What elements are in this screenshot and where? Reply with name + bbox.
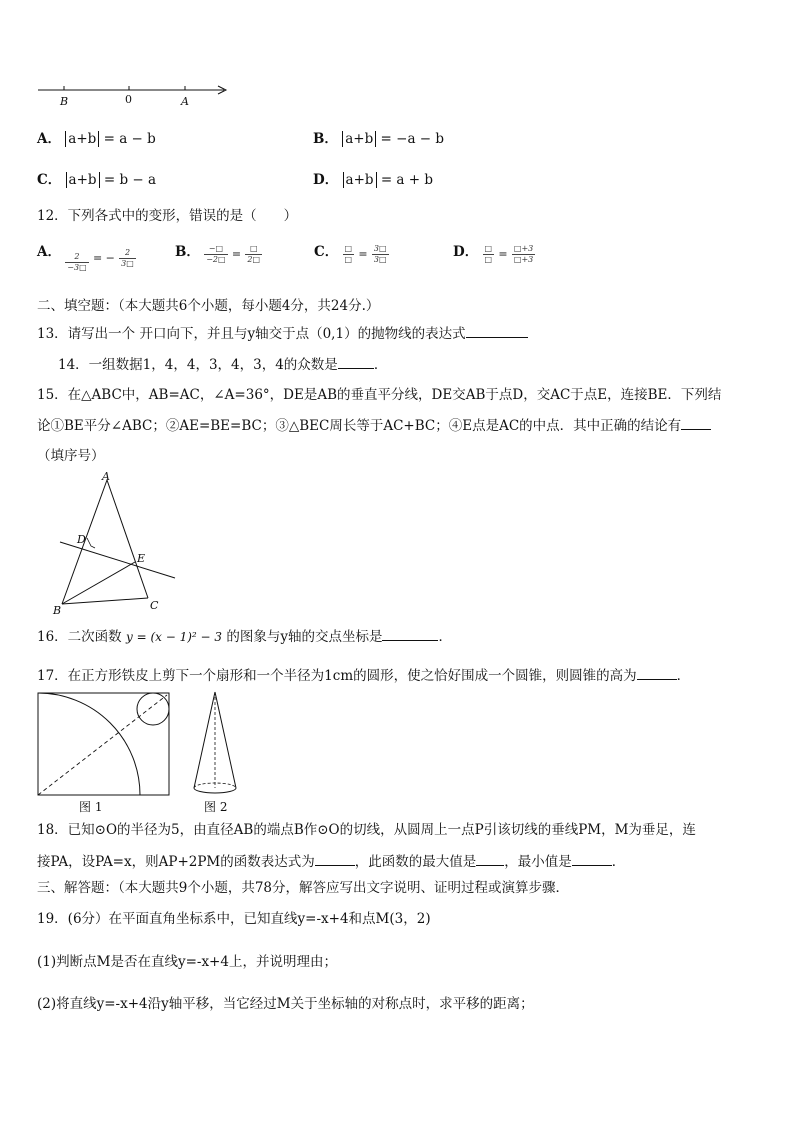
fraction [245, 244, 262, 265]
denominator: □ [484, 255, 493, 264]
operator: = [231, 247, 242, 261]
numerator: □ [245, 244, 262, 255]
q14-text: 14．一组数据1，4，4，3，4，3，4的众数是 [58, 357, 338, 373]
q11-option-d [313, 172, 433, 188]
numerator: −□ [204, 244, 227, 255]
fraction [119, 248, 136, 269]
numerator: □ [344, 244, 353, 253]
figure-1-caption: 图 1 [79, 800, 103, 814]
q12-option-a [37, 244, 136, 278]
q16-suffix: 的图象与y轴的交点坐标是 [226, 629, 383, 645]
numerator: □ [484, 244, 493, 253]
option-expr: a+b [342, 131, 376, 147]
denominator: −3□ [67, 263, 87, 272]
denominator: 2□ [247, 255, 261, 264]
option-letter: A． [37, 244, 61, 260]
denominator: □+3 [513, 255, 534, 264]
figure-1-square-sector [36, 692, 171, 798]
fraction [65, 252, 88, 273]
option-letter: B． [175, 244, 200, 260]
q15-line-3: （填序号） [37, 448, 105, 464]
numerator: 2 [65, 252, 88, 263]
option-rhs: = −a − b [380, 131, 445, 147]
answer-blank[interactable] [466, 325, 528, 338]
vertex-label-e: E [137, 552, 146, 565]
answer-blank[interactable] [382, 628, 438, 641]
option-letter: D． [453, 244, 479, 260]
answer-blank[interactable] [338, 356, 374, 369]
section-3-heading: 三、解答题：（本大题共9个小题，共78分，解答应写出文字说明、证明过程或演算步骤． [37, 880, 570, 896]
answer-blank[interactable] [572, 853, 612, 866]
q11-option-b [313, 131, 444, 147]
operator: = [358, 247, 368, 261]
vertex-label-d: D [77, 533, 86, 546]
q15-line-2 [37, 417, 711, 434]
q14: 14．一组数据1，4，4，3，4，3，4的众数是 ． [58, 357, 388, 373]
option-letter: C． [314, 244, 339, 260]
numerator: 2 [119, 248, 136, 259]
option-rhs: = b − a [103, 172, 157, 188]
answer-blank[interactable] [637, 667, 677, 680]
numerator: 3□ [373, 244, 387, 253]
vertex-label-c: C [150, 599, 159, 612]
option-rhs: = a − b [103, 131, 156, 147]
q19-part-1: (1)判断点M是否在直线y=-x+4上，并说明理由； [37, 954, 337, 970]
q12-stem: 12．下列各式中的变形，错误的是（ ） [37, 208, 298, 224]
q15-line-1: 15．在△ABC中，AB=AC，∠A=36°，DE是AB的垂直平分线，DE交AB于点D，交AC于点E，连接BE．下列结 [37, 387, 722, 403]
q18-line-2 [37, 853, 625, 870]
fraction [204, 244, 227, 265]
answer-blank[interactable] [476, 853, 504, 866]
option-letter: A． [37, 131, 61, 147]
option-expr: a+b [343, 172, 377, 188]
q11-option-a [37, 131, 156, 147]
section-2-heading: 二、填空题：（本大题共6个小题，每小题4分，共24分.） [37, 298, 380, 314]
q15-text: 论①BE平分∠ABC；②AE=BE=BC；③△BEC周长等于AC+BC；④E点是AC的中点．其中正确的结论有 [37, 418, 682, 434]
q12-option-c [314, 244, 389, 278]
q16-formula: y = (x − 1)² − 3 [125, 630, 223, 644]
option-letter: D． [313, 172, 339, 188]
operator: = − [92, 251, 115, 265]
numerator: □+3 [513, 244, 534, 253]
denominator: 3□ [373, 255, 387, 264]
fraction [483, 244, 495, 265]
figure-2-cone [190, 690, 240, 798]
fraction [343, 244, 355, 265]
q17: 17．在正方形铁皮上剪下一个扇形和一个半径为1cm的圆形，使之恰好围成一个圆锥，则圆锥的高为 ． [37, 668, 691, 684]
q16-prefix: 16．二次函数 [37, 629, 122, 645]
q18-text-a: 接PA，设PA=x，则AP+2PM的函数表达式为 [37, 854, 315, 870]
option-expr: a+b [65, 131, 99, 147]
denominator: □ [344, 255, 353, 264]
q19: 19．(6分）在平面直角坐标系中，已知直线y=-x+4和点M(3，2) [37, 911, 431, 927]
q16: 16．二次函数 y = (x − 1)² − 3 的图象与y轴的交点坐标是 ． [37, 629, 452, 645]
option-rhs: = a + b [380, 172, 434, 188]
denominator: −2□ [206, 255, 226, 264]
q17-text: 17．在正方形铁皮上剪下一个扇形和一个半径为1cm的圆形，使之恰好围成一个圆锥，则圆锥的高为 [37, 668, 637, 684]
q12-option-d [453, 244, 535, 278]
q13-text: 13．请写出一个 开口向下，并且与y轴交于点（0,1）的抛物线的表达式 [37, 326, 466, 342]
option-letter: B． [313, 131, 338, 147]
q18-text-c: ，最小值是 [504, 854, 572, 870]
number-line-label-a: A [181, 95, 189, 108]
vertex-label-b: B [53, 604, 62, 617]
fraction [512, 244, 535, 265]
operator: = [498, 247, 508, 261]
q12-option-b [175, 244, 262, 278]
number-line-label-zero: 0 [125, 93, 132, 106]
answer-blank[interactable] [315, 853, 355, 866]
q11-option-c [37, 172, 156, 188]
q19-part-2: (2)将直线y=-x+4沿y轴平移，当它经过M关于坐标轴的对称点时，求平移的距离； [37, 996, 534, 1012]
answer-blank[interactable] [681, 417, 711, 430]
q18-end: ． [611, 854, 626, 870]
q18-text-b: ，此函数的最大值是 [354, 854, 477, 870]
denominator: 3□ [121, 259, 134, 268]
option-letter: C． [37, 172, 62, 188]
number-line-label-b: B [60, 95, 69, 108]
q18-line-1: 18．已知⊙O的半径为5，由直径AB的端点B作⊙O的切线，从圆周上一点P引该切线的垂线PM，M为垂足，连 [37, 822, 696, 838]
triangle-figure [50, 470, 190, 615]
option-expr: a+b [66, 172, 100, 188]
q13 [37, 325, 528, 342]
figure-2-caption: 图 2 [204, 800, 228, 814]
fraction [372, 244, 389, 265]
vertex-label-a: A [102, 470, 110, 483]
